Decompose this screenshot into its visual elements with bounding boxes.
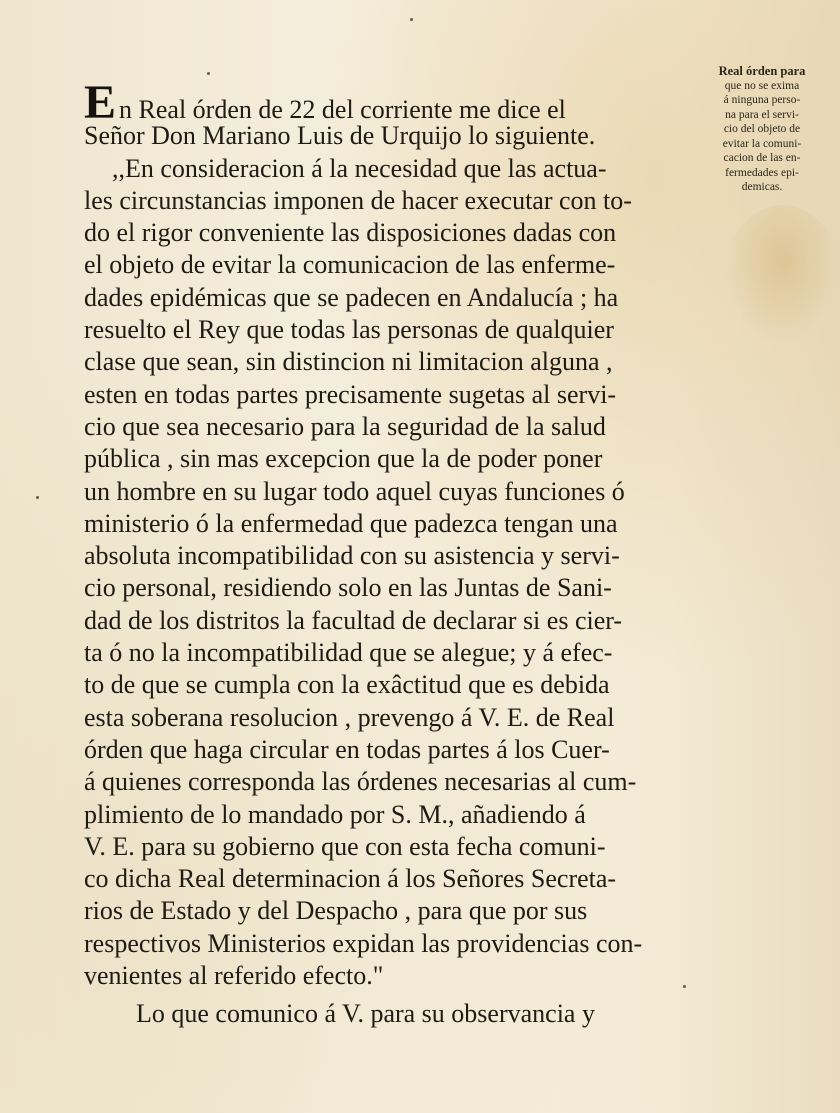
text-line <box>84 895 694 927</box>
line-text: resuelto el Rey que todas las personas de qualquier <box>84 315 614 345</box>
text-line <box>84 540 694 572</box>
line-text: órden que haga circular en todas partes á los Cuer- <box>84 734 610 764</box>
text-line <box>84 185 694 217</box>
line-text: plimiento de lo mandado por S. M., añadiendo á <box>84 799 586 829</box>
line-text: V. E. para su gobierno que con esta fecha comuni- <box>84 831 606 861</box>
line-text: rios de Estado y del Despacho , para que por sus <box>84 896 588 926</box>
text-line <box>84 572 694 604</box>
line-text: cio personal, residiendo solo en las Juntas de Sani- <box>84 573 612 603</box>
text-line <box>84 346 694 378</box>
text-line <box>84 863 694 895</box>
text-line <box>84 282 694 314</box>
body-text <box>84 76 694 1031</box>
line-text: do el rigor conveniente las disposiciones dadas con <box>84 218 617 248</box>
line-text: Señor Don Mariano Luis de Urquijo lo siguiente. <box>84 121 596 151</box>
line-text: dad de los distritos la facultad de declarar si es cier- <box>84 605 623 635</box>
text-line <box>84 153 694 185</box>
line-text: á quienes corresponda las órdenes necesarias al cum- <box>84 767 637 797</box>
ink-speck <box>410 18 413 21</box>
margin-note-line: cio del objeto de <box>723 123 801 135</box>
margin-note-line: demicas. <box>741 181 783 193</box>
line-text: dades epidémicas que se padecen en Andalucía ; ha <box>84 282 619 312</box>
line-text: to de que se cumpla con la exâctitud que es debida <box>84 670 610 700</box>
text-line <box>84 314 694 346</box>
line-text: clase que sean, sin distincion ni limitacion alguna , <box>84 347 613 377</box>
line-text: absoluta incompatibilidad con su asistencia y servi- <box>84 541 620 571</box>
margin-note-line: á ninguna perso- <box>723 94 801 106</box>
text-line <box>84 928 694 960</box>
line-text: co dicha Real determinacion á los Señores Secreta- <box>84 864 617 894</box>
text-line <box>84 998 694 1030</box>
line-text: n Real órden de 22 del corriente me dice el <box>119 95 566 124</box>
text-line <box>84 637 694 669</box>
text-line <box>84 960 694 992</box>
line-text: ministerio ó la enfermedad que padezca tengan una <box>84 508 618 538</box>
line-text: pública , sin mas excepcion que la de poder poner <box>84 444 603 474</box>
margin-note-line: fermedades epi- <box>725 166 799 179</box>
line-text: venientes al referido efecto." <box>84 961 384 991</box>
ink-speck <box>36 496 39 499</box>
text-line <box>84 799 694 831</box>
text-line <box>84 669 694 701</box>
text-line <box>84 508 694 540</box>
line-text: un hombre en su lugar todo aquel cuyas funciones ó <box>84 476 625 506</box>
margin-note <box>697 64 827 195</box>
text-line <box>84 411 694 443</box>
line-text: respectivos Ministerios expidan las providencias con- <box>84 928 643 958</box>
line-content <box>84 76 566 129</box>
line-text: esten en todas partes precisamente sugetas al servi- <box>84 379 617 409</box>
line-text: el objeto de evitar la comunicacion de las enferme- <box>84 250 616 280</box>
text-line <box>84 476 694 508</box>
ink-speck <box>207 72 210 75</box>
paper-stain <box>725 205 840 345</box>
line-text: esta soberana resolucion , prevengo á V. E. de Real <box>84 702 615 732</box>
text-line <box>84 831 694 863</box>
line-text: ta ó no la incompatibilidad que se alegue; y á efec- <box>84 638 613 668</box>
margin-note-line: na para el servi- <box>725 108 799 121</box>
margin-note-line: Real órden para <box>718 64 806 78</box>
text-line <box>84 120 694 152</box>
margin-note-line: que no se exima <box>724 79 800 92</box>
line-text: les circunstancias imponen de hacer executar con to- <box>84 185 632 215</box>
text-line <box>84 379 694 411</box>
margin-note-line: evitar la comuni- <box>722 137 802 150</box>
text-line <box>84 766 694 798</box>
margin-note-line: cacion de las en- <box>723 152 801 164</box>
line-text: ,,En consideracion á la necesidad que las actua- <box>112 153 607 183</box>
line-text: cio que sea necesario para la seguridad de la salud <box>84 411 606 441</box>
text-line <box>84 217 694 249</box>
text-line <box>84 702 694 734</box>
line-text: Lo que comunico á V. para su observancia y <box>136 999 595 1029</box>
text-line <box>84 249 694 281</box>
text-line <box>84 443 694 475</box>
text-line <box>84 76 694 129</box>
text-line <box>84 605 694 637</box>
text-line <box>84 734 694 766</box>
initial-capital: E <box>84 76 117 129</box>
